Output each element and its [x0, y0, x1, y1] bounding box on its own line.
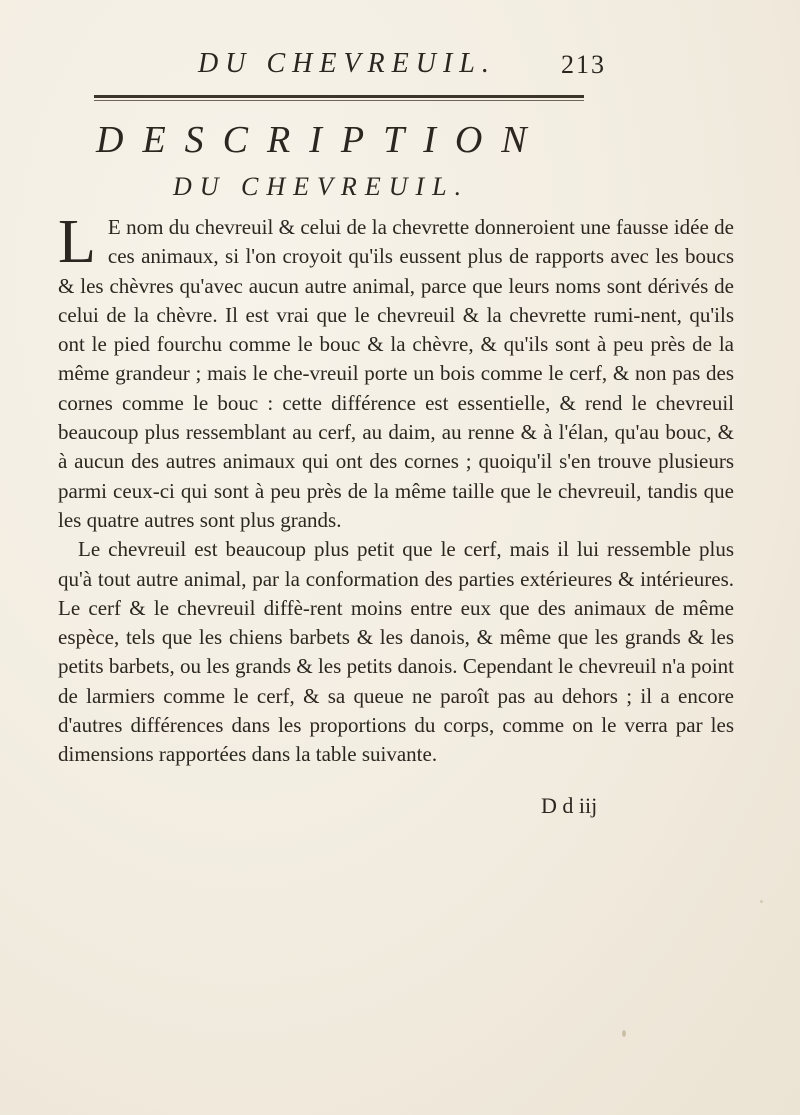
page-number: 213 [561, 50, 606, 79]
header-rule [94, 95, 584, 98]
signature-mark: D d iij [541, 793, 598, 818]
paragraph-1 [58, 208, 734, 535]
body-text [58, 208, 734, 770]
paragraph-1-text: E nom du chevreuil & celui de la chevrette donneroient une fausse idée de ces animaux, si l'on croyoit qu'ils eussent plus de rapports avec les boucs & les chèvres qu'avec aucun autre animal, parce que leurs noms sont dérivés de celui de la chèvre. Il est vrai que le chevreuil & la chevrette rumi-nent, qu'ils ont le pied fourchu comme le bouc & la chèvre, & qu'ils sont à peu près de la même grandeur ; mais le che-vreuil porte un bois comme le cerf, & non pas des cornes comme le bouc : cette différence est essentielle, & rend le chevreuil beaucoup plus ressemblant au cerf, au daim, au renne & à l'élan, qu'au bouc, & à aucun des autres animaux qui ont des cornes ; quoiqu'il s'en trouve plusieurs parmi ceux-ci qui sont à peu près de la même taille que le chevreuil, tandis que les quatre autres sont plus grands. [58, 215, 734, 532]
running-head-title: DU CHEVREUIL. [198, 48, 496, 79]
chapter-heading: DESCRIPTION [96, 119, 546, 161]
paper-speck [622, 1030, 626, 1037]
paragraph-2: Le chevreuil est beaucoup plus petit que le cerf, mais il lui ressemble plus qu'à tout autre animal, par la conformation des parties extérieures & intérieures. Le cerf & le chevreuil diffè-rent moins entre eux que des animaux de même espèce, tels que les chiens barbets & les danois, & même que les grands & les petits barbets, ou les grands & les petits danois. Cependant le chevreuil n'a point de larmiers comme le cerf, & sa queue ne paroît pas au dehors ; il a encore d'autres différences dans les proportions du corps, comme on le verra par les dimensions rapportées dans la table suivante. [58, 537, 734, 767]
paper-speck [760, 900, 763, 903]
header-rule-thin [94, 100, 584, 101]
running-head [0, 48, 800, 88]
drop-cap: L [58, 208, 96, 276]
chapter-subheading: DU CHEVREUIL. [173, 172, 470, 201]
